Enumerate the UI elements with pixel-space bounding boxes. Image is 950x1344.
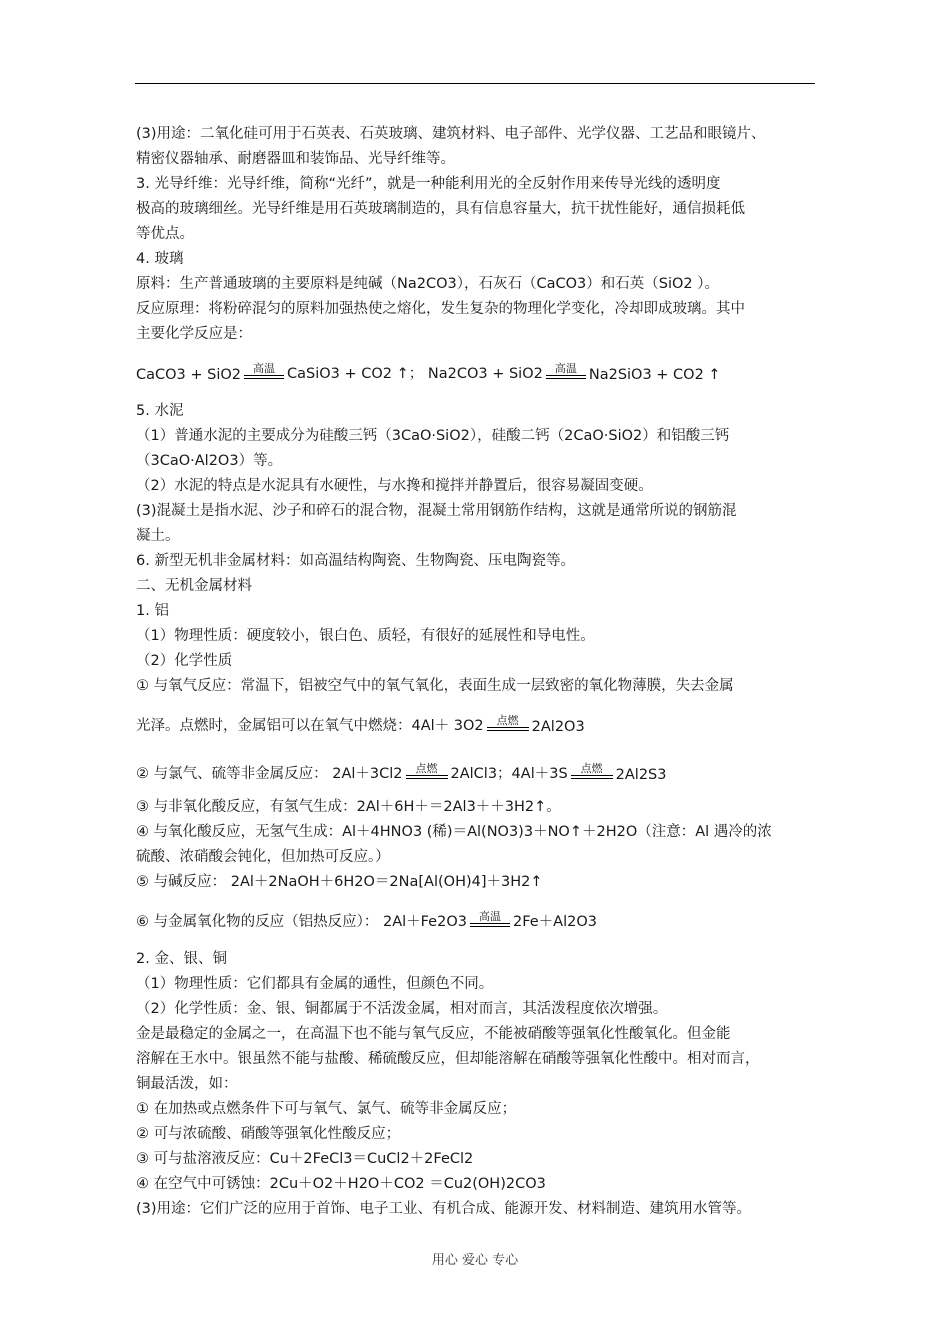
equation-text: ② 与氯气、硫等非金属反应： 2Al＋3Cl2 xyxy=(136,766,403,782)
condition-label: 点燃 xyxy=(580,762,603,775)
equation-text: CaCO3 + SiO2 xyxy=(136,367,242,383)
reaction-condition xyxy=(470,911,510,927)
paragraph-line: (3)混凝土是指水泥、沙子和碎石的混合物，混凝土常用钢筋作结构，这就是通常所说的钢筋混 xyxy=(136,503,737,519)
reaction-condition xyxy=(546,363,586,379)
section-heading-aluminum: 1. 铝 xyxy=(136,603,169,619)
equals-sign-icon xyxy=(406,775,448,779)
equation-text: 2Al2S3 xyxy=(615,767,667,783)
glass-reaction-equation xyxy=(136,347,816,385)
equals-sign-icon xyxy=(244,375,284,379)
paragraph-line: （2）化学性质：金、银、铜都属于不活泼金属，相对而言，其活泼程度依次增强。 xyxy=(136,1001,668,1017)
paragraph-line: （3CaO·Al2O3）等。 xyxy=(136,453,283,469)
paragraph-line: (3)用途：它们广泛的应用于首饰、电子工业、有机合成、能源开发、材料制造、建筑用水管等。 xyxy=(136,1201,752,1217)
paragraph-line: 硫酸、浓硝酸会钝化，但加热可反应。） xyxy=(136,849,390,865)
equation-text: Na2SiO3 + CO2 ↑ xyxy=(588,367,721,383)
paragraph-line: 铜最活泼，如： xyxy=(136,1076,238,1092)
equation-text: 2AlCl3；4Al＋3S xyxy=(450,766,568,782)
section-heading-new-materials: 6. 新型无机非金属材料：如高温结构陶瓷、生物陶瓷、压电陶瓷等。 xyxy=(136,553,575,569)
paragraph-line: 极高的玻璃细丝。光导纤维是用石英玻璃制造的，具有信息容量大，抗干扰性能好，通信损耗低 xyxy=(136,201,745,217)
chapter-heading: 二、无机金属材料 xyxy=(136,578,252,594)
equals-sign-icon xyxy=(487,727,529,731)
paragraph-line: ④ 与氧化酸反应，无氢气生成：Al＋4HNO3 (稀)＝Al(NO3)3＋NO↑＋2H2O（注意：Al 遇冷的浓 xyxy=(136,824,772,840)
equation-text: 光泽。点燃时，金属铝可以在氧气中燃烧：4Al＋ 3O2 xyxy=(136,718,484,734)
paragraph-line: ④ 在空气中可锈蚀：2Cu＋O2＋H2O＋CO2 ＝Cu2(OH)2CO3 xyxy=(136,1176,546,1192)
condition-label: 高温 xyxy=(478,910,501,923)
paragraph-line: （1）物理性质：硬度较小，银白色、质轻，有很好的延展性和导电性。 xyxy=(136,628,595,644)
condition-label: 高温 xyxy=(554,362,577,375)
equation-text: 2Al2O3 xyxy=(531,719,585,735)
paragraph-line: ① 在加热或点燃条件下可与氧气、氯气、硫等非金属反应； xyxy=(136,1101,517,1117)
section-heading-optical-fiber: 3. 光导纤维：光导纤维，简称“光纤”，就是一种能利用光的全反射作用来传导光线的透明度 xyxy=(136,176,721,192)
paragraph-line: 溶解在王水中。银虽然不能与盐酸、稀硫酸反应，但却能溶解在硝酸等强氧化性酸中。相对而言， xyxy=(136,1051,760,1067)
paragraph-line: （1）普通水泥的主要成分为硅酸三钙（3CaO·SiO2），硅酸二钙（2CaO·SiO2）和铝酸三钙 xyxy=(136,428,730,444)
equation-text: CaSiO3 + CO2 ↑； Na2CO3 + SiO2 xyxy=(287,366,543,382)
paragraph-line: （2）水泥的特点是水泥具有水硬性，与水搀和搅拌并静置后，很容易凝固变硬。 xyxy=(136,478,653,494)
header-rule xyxy=(135,83,815,84)
condition-label: 点燃 xyxy=(496,714,519,727)
paragraph-line: 金是最稳定的金属之一，在高温下也不能与氧气反应，不能被硝酸等强氧化性酸氧化。但金能 xyxy=(136,1026,731,1042)
paragraph-line: 原料：生产普通玻璃的主要原料是纯碱（Na2CO3），石灰石（CaCO3）和石英（SiO2 ）。 xyxy=(136,276,719,292)
document-body xyxy=(136,122,816,1222)
equation-text: 2Fe＋Al2O3 xyxy=(512,914,597,930)
reaction-condition xyxy=(244,363,284,379)
paragraph-line: ③ 与非氧化酸反应，有氢气生成：2Al＋6H＋＝2Al3＋＋3H2↑。 xyxy=(136,799,561,815)
section-heading-cement: 5. 水泥 xyxy=(136,403,184,419)
page-footer: 用心 爱心 专心 xyxy=(431,1253,519,1268)
paragraph-line: 主要化学反应是： xyxy=(136,326,252,342)
aluminum-nonmetal-equation xyxy=(136,747,816,785)
reaction-condition xyxy=(406,763,448,779)
paragraph-line: 凝土。 xyxy=(136,528,180,544)
paragraph-line: 精密仪器轴承、耐磨器皿和装饰品、光导纤维等。 xyxy=(136,151,455,167)
paragraph-line: ② 可与浓硫酸、硝酸等强氧化性酸反应； xyxy=(136,1126,401,1142)
paragraph-line: ③ 可与盐溶液反应：Cu＋2FeCl3＝CuCl2＋2FeCl2 xyxy=(136,1151,474,1167)
aluminum-oxygen-equation xyxy=(136,699,816,737)
paragraph-line: （1）物理性质：它们都具有金属的通性，但颜色不同。 xyxy=(136,976,494,992)
reaction-condition xyxy=(487,715,529,731)
condition-label: 高温 xyxy=(253,362,276,375)
paragraph-line: 反应原理：将粉碎混匀的原料加强热使之熔化，发生复杂的物理化学变化，冷却即成玻璃。其中 xyxy=(136,301,745,317)
section-heading-glass: 4. 玻璃 xyxy=(136,251,184,267)
equals-sign-icon xyxy=(571,775,613,779)
reaction-condition xyxy=(571,763,613,779)
equals-sign-icon xyxy=(546,375,586,379)
paragraph-line: ⑤ 与碱反应： 2Al＋2NaOH＋6H2O＝2Na[Al(OH)4]＋3H2↑ xyxy=(136,874,543,890)
section-heading-gold-silver-copper: 2. 金、银、铜 xyxy=(136,951,227,967)
thermite-equation xyxy=(136,895,816,933)
equals-sign-icon xyxy=(470,923,510,927)
paragraph-line: （2）化学性质 xyxy=(136,653,233,669)
paragraph-line: ① 与氧气反应：常温下，铝被空气中的氧气氧化，表面生成一层致密的氧化物薄膜，失去金属 xyxy=(136,678,734,694)
equation-text: ⑥ 与金属氧化物的反应（铝热反应）： 2Al＋Fe2O3 xyxy=(136,914,467,930)
paragraph-line: 等优点。 xyxy=(136,226,194,242)
paragraph-line: (3)用途：二氧化硅可用于石英表、石英玻璃、建筑材料、电子部件、光学仪器、工艺品和眼镜片、 xyxy=(136,126,766,142)
condition-label: 点燃 xyxy=(415,762,438,775)
